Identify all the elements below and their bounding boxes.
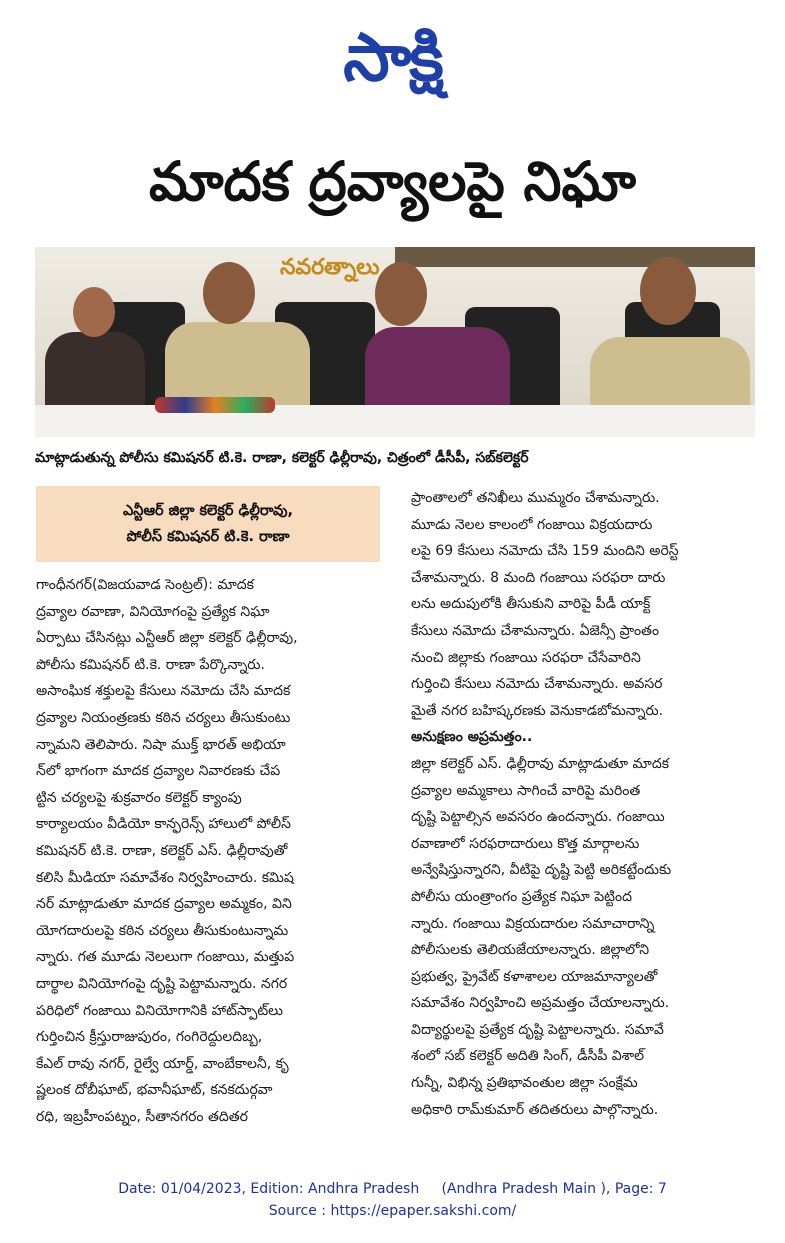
article-headline: మాదక ద్రవ్యాలపై నిఘా	[149, 150, 636, 213]
text-line: గుర్తించి కేసులు నమోదు చేశామన్నారు. అవసర	[411, 676, 663, 693]
text-line: గుర్తించిన క్రీస్తురాజుపురం, గంగిరెద్దులదిబ్బ,	[36, 1029, 263, 1046]
text-line: నుంచి జిల్లాకు గంజాయి సరఫరా చేసేవారిని	[411, 649, 641, 666]
text-line: పోలీసు యంత్రాంగం ప్రత్యేక నిఘా పెట్టింద	[411, 888, 632, 905]
text-line: కలిసి మీడియా సమావేశం నిర్వహించారు. కమిష	[36, 869, 294, 886]
photo-caption: మాట్లాడుతున్న పోలీసు కమిషనర్ టి.కె. రాణా, కలెక్టర్ ఢిల్లీరావు, చిత్రంలో డీసీపీ, సబ్‌కలెక్టర్	[35, 450, 529, 466]
text-line: కేసులు నమోదు చేశామన్నారు. ఏజెన్సీ ప్రాంతం	[411, 622, 660, 639]
text-line: శంలో సబ్ కలెక్టర్ అదితి సింగ్, డీసీపీ విశాల్	[411, 1048, 645, 1065]
text-line: ప్రాంతాలలో తనిఖీలు ముమ్మరం చేశామన్నారు.	[411, 490, 660, 506]
text-line: సమావేశం నిర్వహించి అప్రమత్తం చేయాలన్నారు.	[411, 995, 670, 1012]
text-line: ట్టిన చర్యలపై శుక్రవారం కలెక్టర్ క్యాంపు	[36, 789, 242, 806]
footer-source: Source : https://epaper.sakshi.com/	[268, 1203, 517, 1219]
text-line: పోలీసు కమిషనర్ టి.కె. రాణా పేర్కొన్నారు.	[36, 656, 265, 673]
text-line: కేఎల్ రావు నగర్, రైల్వే యార్డ్, వాంబేకాలనీ, కృ	[36, 1055, 289, 1072]
text-line: మూడు నెలల కాలంలో గంజాయి విక్రయదారు	[411, 516, 653, 533]
article-left-column	[36, 572, 380, 1130]
text-line: రవాణాలో సరఫరాదారులు కొత్త మార్గాలను	[411, 835, 640, 852]
text-line: గున్నీ, విభిన్న ప్రతిభావంతుల జిల్లా సంక్షేమ	[411, 1075, 638, 1092]
text-line: ద్రవ్యాల నియంత్రణకు కఠిన చర్యలు తీసుకుంటు	[36, 709, 291, 726]
text-line: కార్యాలయం వీడియో కాన్ఫరెన్స్ హాలులో పోలీస్	[36, 816, 291, 833]
text-line: ద్రవ్యాల రవాణా, వినియోగంపై ప్రత్యేక నిఘా	[36, 603, 270, 620]
subhead-line: ఎన్టీఆర్ జిల్లా కలెక్టర్ ఢిల్లీరావు,	[122, 503, 294, 519]
logo-text: సాక్షి	[343, 19, 442, 96]
text-line: పరిధిలో గంజాయి వినియోగానికి హాట్‌స్పాట్‌లు	[36, 1002, 283, 1019]
page-footer	[0, 1178, 785, 1222]
subhead-line: పోలీస్ కమిషనర్ టి.కె. రాణా	[126, 529, 290, 545]
text-line: ఏర్పాటు చేసినట్లు ఎన్టీఆర్ జిల్లా కలెక్టర్ ఢిల్లీరావు,	[36, 630, 298, 647]
text-line: దార్థాల వినియోగంపై దృష్టి పెట్టామన్నారు. నగర	[36, 975, 288, 992]
text-line: అన్వేషిస్తున్నారని, వీటిపై దృష్టి పెట్టి అరికట్టేందుకు	[411, 862, 672, 879]
text-line: నర్ మాట్లాడుతూ మాదక ద్రవ్యాల అమ్మకం, విని	[36, 896, 292, 913]
text-line: జిల్లా కలెక్టర్ ఎస్. ఢిల్లీరావు మాట్లాడుతూ మాదక	[411, 755, 670, 772]
sakshi-logo	[0, 12, 785, 104]
text-line: అధికారి రామ్‌కుమార్ తదితరులు పాల్గొన్నారు.	[411, 1101, 659, 1118]
text-line: లను అదుపులోకి తీసుకుని వారిపై పీడీ యాక్ట్	[411, 596, 651, 613]
text-line: కమిషనర్ టి.కె. రాణా, కలెక్టర్ ఎస్. ఢిల్లీరావుతో	[36, 842, 288, 859]
text-line: యోగదారులపై కఠిన చర్యలు తీసుకుంటున్నామ	[36, 922, 289, 939]
text-line: న్నారు. గంజాయి విక్రయదారుల సమాచారాన్ని	[411, 915, 655, 932]
text-line: ష్ణలంక దోబీఘాట్, భవానీఘాట్, కనకదుర్గవా	[36, 1082, 273, 1099]
section-subheading: అనుక్షణం అప్రమత్తం..	[411, 729, 533, 746]
text-line: అసాంఘిక శక్తులపై కేసులు నమోదు చేసి మాదక	[36, 683, 291, 700]
text-line: ప్రభుత్వ, ప్రైవేట్ కళాశాలల యాజమాన్యాలతో	[411, 968, 658, 985]
text-line: ద్రవ్యాల అమ్మకాలు సాగించే వారిపై మరింత	[411, 782, 641, 799]
text-line: చేశామన్నారు. 8 మంది గంజాయి సరఫరా దారు	[411, 569, 666, 586]
text-line: విద్యార్థులపై ప్రత్యేక దృష్టి పెట్టాలన్నారు. సమావే	[411, 1021, 664, 1038]
microphones	[155, 397, 275, 413]
text-line: దృష్టి పెట్టాల్సిన అవసరం ఉందన్నారు. గంజాయి	[411, 809, 665, 826]
article-subhead	[36, 486, 380, 562]
text-line: లపై 69 కేసులు నమోదు చేసి 159 మందిని అరెస్ట్	[411, 543, 679, 560]
text-line: న్‌లో భాగంగా మాదక ద్రవ్యాల నివారణకు చేప	[36, 763, 281, 780]
text-line: రధి, ఇబ్రహీంపట్నం, సీతానగరం తదితర	[36, 1108, 248, 1125]
text-line: న్నామని తెలిపారు. నిషా ముక్త్ భారత్ అభియా	[36, 736, 286, 753]
article-photo	[35, 247, 755, 437]
text-line: న్నారు. గత మూడు నెలలుగా గంజాయి, మత్తుప	[36, 949, 295, 966]
text-line: పోలీసులకు తెలియజేయాలన్నారు. జిల్లాలోని	[411, 942, 650, 959]
footer-date-edition: Date: 01/04/2023, Edition: Andhra Pradesh (Andhra Pradesh Main ), Page: 7	[118, 1181, 667, 1197]
text-line: మైతే నగర బహిష్కరణకు వెనుకాడబోమన్నారు.	[411, 702, 664, 719]
article-right-column	[411, 485, 755, 1123]
text-line: గాంధీనగర్(విజయవాడ సెంట్రల్): మాదక	[36, 577, 254, 593]
photo-banner-text: నవరత్నాలు	[280, 255, 380, 280]
